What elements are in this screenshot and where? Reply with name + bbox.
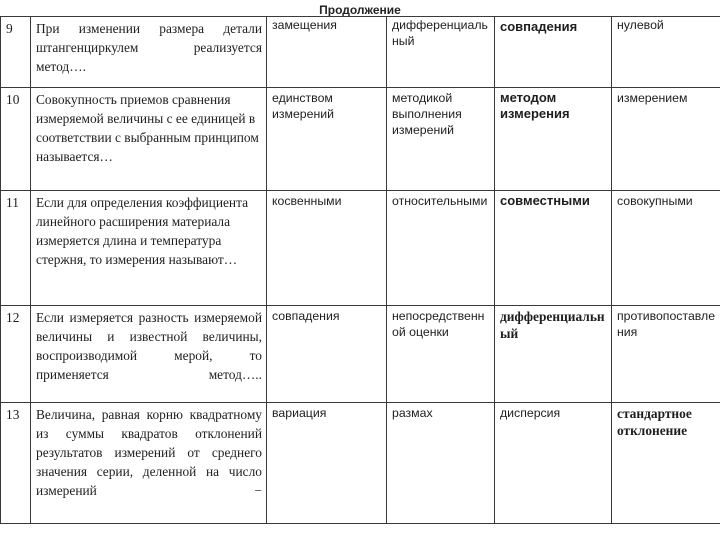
answer-option: методикой выполнения измерений [387,88,495,191]
table-caption: Продолжение [319,3,401,17]
answer-option: размах [387,403,495,524]
answer-option: противопоставления [612,306,720,403]
answer-option: совокупными [612,191,720,306]
quiz-table [0,16,720,524]
table-row [1,17,720,88]
answer-option: дифференциальный [387,17,495,88]
table-row [1,403,720,524]
question-text: Совокупность приемов сравнения измеряемой величины с ее единицей в соответствии с выбранным принципом называется… [31,88,267,191]
answer-option: методом измерения [495,88,612,191]
answer-option: замещения [267,17,387,88]
row-number: 12 [1,306,31,403]
question-text: Если измеряется разность измеряемой величины и известной величины, воспроизводимой мерой, то применяется метод….. [31,306,267,403]
answer-option: нулевой [612,17,720,88]
question-text: При изменении размера детали штангенциркулем реализуется метод…. [31,17,267,88]
question-text: Если для определения коэффициента линейного расширения материала измеряется длина и температура стержня, то измерения называют… [31,191,267,306]
row-number: 13 [1,403,31,524]
answer-option: стандартное отклонение [612,403,720,524]
row-number: 11 [1,191,31,306]
row-number: 10 [1,88,31,191]
table-row [1,191,720,306]
answer-option: косвенными [267,191,387,306]
answer-option: единством измерений [267,88,387,191]
answer-option: дисперсия [495,403,612,524]
answer-option: непосредственной оценки [387,306,495,403]
answer-option: дифференциальный [495,306,612,403]
answer-option: совпадения [495,17,612,88]
answer-option: совместными [495,191,612,306]
answer-option: относительными [387,191,495,306]
row-number: 9 [1,17,31,88]
answer-option: вариация [267,403,387,524]
table-row [1,306,720,403]
table-row [1,88,720,191]
answer-option: измерением [612,88,720,191]
question-text: Величина, равная корню квадратному из суммы квадратов отклонений результатов измерений от среднего значения серии, деленной на число измерений − [31,403,267,524]
answer-option: совпадения [267,306,387,403]
